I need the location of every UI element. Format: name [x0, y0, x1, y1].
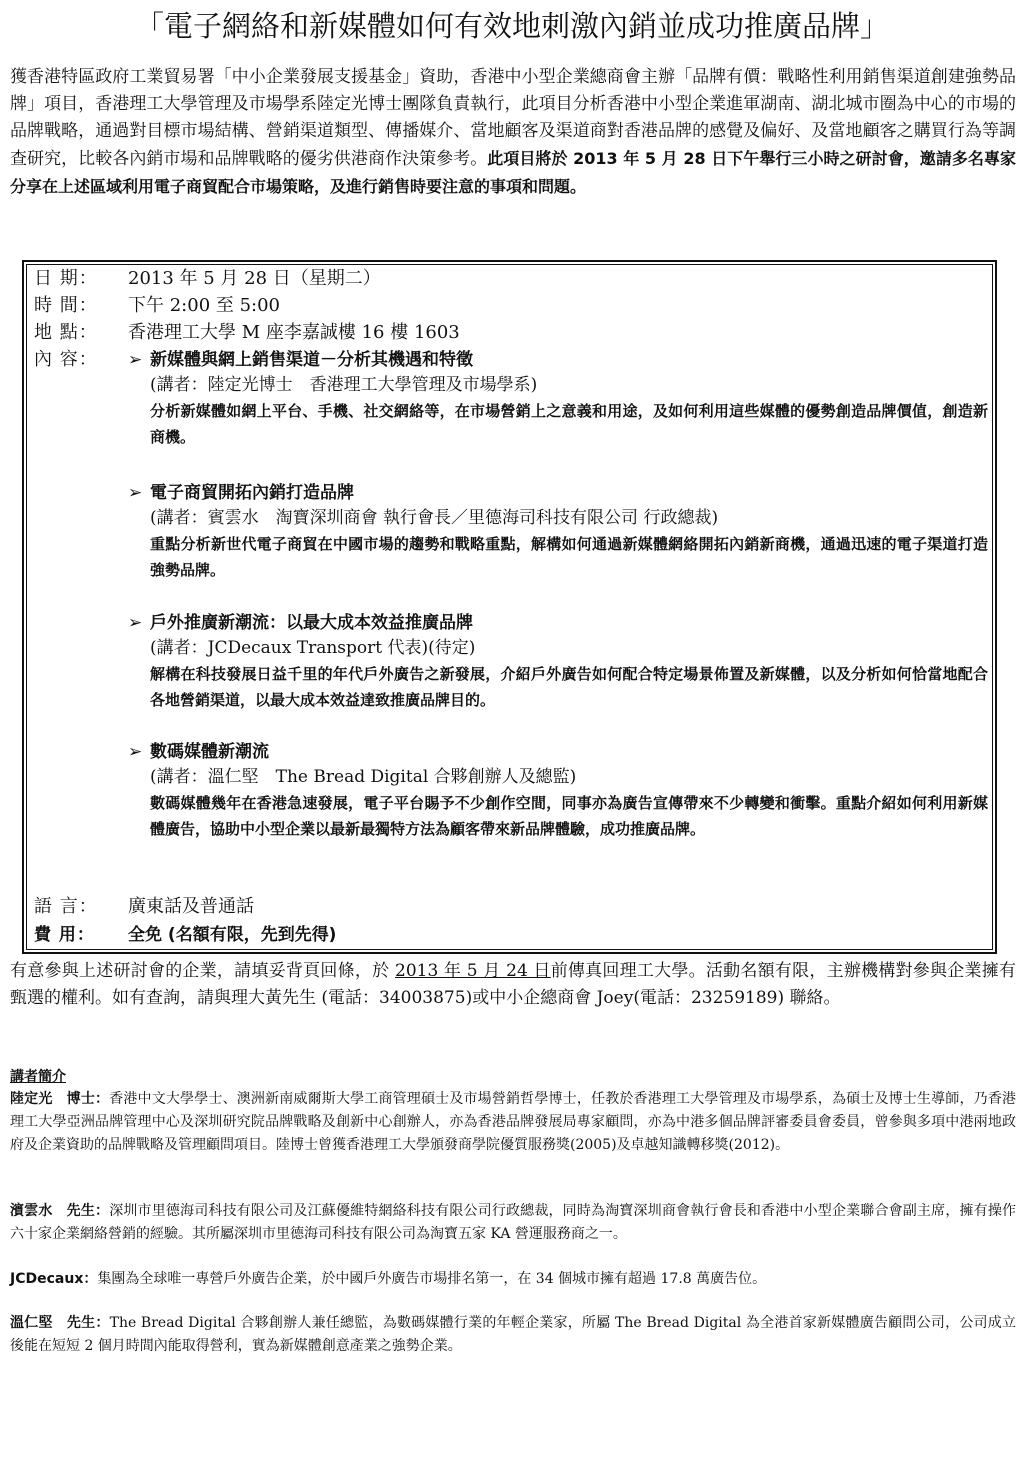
topic-item: [128, 480, 988, 583]
topic-speaker: (講者：溫仁堅 The Bread Digital 合夥創辦人及總監): [150, 767, 577, 787]
intro-text: 獲香港特區政府工業貿易署「中小企業發展支援基金」資助，香港中小型企業總商會主辦「品牌有價：戰略性利用銷售渠道創建強勢品牌」項目，香港理工大學管理及市場學系陸定光博士團隊負責執行，此項目分析香港中小型企業進軍湖南、湖北城市圈為中心的市場的品牌戰略，通過對目標市場結構、營銷渠道類型、傳播媒介、當地顧客及渠道商對香港品牌的感覺及偏好、及當地顧客之購買行為等調查研究，比較各內銷市場和品牌戰略的優劣供港商作決策參考。: [10, 67, 1016, 169]
topic-heading: [128, 480, 988, 506]
topic-title: 新媒體與網上銷售渠道－分析其機遇和特徵: [150, 350, 473, 370]
registration-text-after: 前傳真回理工大學。活動名額有限，主辦機構對參與企業擁有甄選的權利。如有查詢，請與理大黃先生 (電話：34003875)或中小企總商會 Joey(電話：23259189) 聯絡。: [10, 961, 1017, 1008]
content-row: [34, 347, 128, 373]
document-title: 「電子網絡和新媒體如何有效地刺激內銷並成功推廣品牌」: [134, 9, 889, 43]
topic-description: 解構在科技發展日益千里的年代戶外廣告之新發展，介紹戶外廣告如何配合特定場景佈置及新媒體，以及分析如何恰當地配合各地營銷渠道，以最大成本效益達致推廣品牌目的。: [150, 665, 988, 709]
language-value: 廣東話及普通話: [128, 896, 254, 917]
time-row: [34, 293, 280, 319]
topic-speaker: (講者：賓雲水 淘寶深圳商會 執行會長／里德海司科技有限公司 行政總裁): [150, 508, 719, 528]
topic-description: 分析新媒體如網上平台、手機、社交網絡等，在市場營銷上之意義和用途，及如何利用這些媒體的優勢創造品牌價值，創造新商機。: [150, 402, 988, 446]
language-row: [34, 894, 254, 920]
topic-speaker: (講者：陸定光博士 香港理工大學管理及市場學系): [150, 375, 538, 395]
topic-heading: [128, 347, 988, 373]
speaker-bio: [10, 1200, 1016, 1246]
speaker-bio-text: The Bread Digital 合夥創辦人兼任總監，為數碼媒體行業的年輕企業家，所屬 The Bread Digital 為全港首家新媒體廣告顧問公司，公司成立後能在短短 2 個月時間內能取得營利，實為新媒體創意產業之強勢企業。: [10, 1315, 1017, 1354]
fee-value: 全免 (名額有限，先到先得): [128, 925, 337, 945]
speaker-bio-name: 溫仁堅 先生：: [10, 1315, 110, 1331]
speaker-bio-text: 深圳市里德海司科技有限公司及江蘇優維特網絡科技有限公司行政總裁，同時為淘寶深圳商會執行會長和香港中小型企業聯合會副主席，擁有操作六十家企業網絡營銷的經驗。其所屬深圳市里德海司科技有限公司為淘寶五家 KA 營運服務商之一。: [10, 1203, 1016, 1242]
venue-label: 地 點：: [34, 322, 98, 343]
topic-heading: [128, 739, 988, 765]
topic-title: 電子商貿開拓內銷打造品牌: [150, 483, 354, 503]
time-label: 時 間：: [34, 295, 98, 316]
time-value: 下午 2:00 至 5:00: [128, 295, 281, 316]
intro-paragraph: [10, 64, 1016, 201]
speaker-bio: [10, 1088, 1016, 1157]
arrow-bullet-icon: ➢: [128, 483, 143, 503]
speaker-bios-heading: 講者簡介: [10, 1069, 66, 1085]
venue-value: 香港理工大學 M 座李嘉誠樓 16 樓 1603: [128, 322, 460, 343]
fee-row: [34, 922, 336, 948]
venue-row: [34, 320, 460, 346]
topic-description: 數碼媒體幾年在香港急速發展，電子平台賜予不少創作空間，同事亦為廣告宣傳帶來不少轉變和衝擊。重點介紹如何利用新媒體廣告，協助中小型企業以最新最獨特方法為顧客帶來新品牌體驗，成功推廣品牌。: [150, 794, 988, 838]
fee-label: 費 用：: [34, 925, 95, 945]
speaker-bio-text: 集團為全球唯一專營戶外廣告企業，於中國戶外廣告市場排名第一，在 34 個城市擁有超過 17.8 萬廣告位。: [97, 1271, 767, 1287]
topic-title: 數碼媒體新潮流: [150, 742, 269, 762]
speaker-bio-name: 濱雲水 先生：: [10, 1203, 110, 1219]
arrow-bullet-icon: ➢: [128, 350, 143, 370]
topic-item: [128, 347, 988, 450]
topic-item: [128, 610, 988, 713]
topic-title: 戶外推廣新潮流：以最大成本效益推廣品牌: [150, 613, 473, 633]
speaker-bio-name: JCDecaux：: [10, 1271, 98, 1287]
speaker-bio: [10, 1312, 1016, 1358]
registration-paragraph: [10, 958, 1016, 1012]
language-label: 語 言：: [34, 896, 98, 917]
registration-text-before: 有意參與上述研討會的企業，請填妥背頁回條，於: [10, 961, 395, 981]
arrow-bullet-icon: ➢: [128, 742, 143, 762]
date-row: [34, 266, 381, 292]
topic-heading: [128, 610, 988, 636]
date-label: 日 期：: [34, 268, 98, 289]
speaker-bio: [10, 1268, 1016, 1291]
content-label: 內 容：: [34, 349, 98, 370]
topic-speaker: (講者：JCDecaux Transport 代表)(待定): [150, 638, 476, 658]
topic-description: 重點分析新世代電子商貿在中國市場的趨勢和戰略重點，解構如何通過新媒體網絡開拓內銷新商機，通過迅速的電子渠道打造強勢品牌。: [150, 535, 988, 579]
topic-item: [128, 739, 988, 842]
date-value: 2013 年 5 月 28 日（星期二）: [128, 268, 381, 289]
arrow-bullet-icon: ➢: [128, 613, 143, 633]
intro-bold-text: 此項目將於 2013 年 5 月 28 日下午舉行三小時之研討會，邀請多名專家分享在上述區域利用電子商貿配合市場策略，及進行銷售時要注意的事項和問題。: [10, 149, 1017, 196]
speaker-bio-text: 香港中文大學學士、澳洲新南威爾斯大學工商管理碩士及市場營銷哲學博士，任教於香港理工大學管理及市場學系，為碩士及博士生導師，乃香港理工大學亞洲品牌管理中心及深圳研究院品牌戰略及創新中心創辦人，亦為香港品牌發展局專家顧問，亦為中港多個品牌評審委員會委員，曾參與多項中港兩地政府及企業資助的品牌戰略及管理顧問項目。陸博士曾獲香港理工大學頒發商學院優質服務獎(2005)及卓越知識轉移獎(2012)。: [10, 1091, 1016, 1153]
registration-deadline: 2013 年 5 月 24 日: [395, 961, 551, 981]
speaker-bio-name: 陸定光 博士：: [10, 1091, 110, 1107]
